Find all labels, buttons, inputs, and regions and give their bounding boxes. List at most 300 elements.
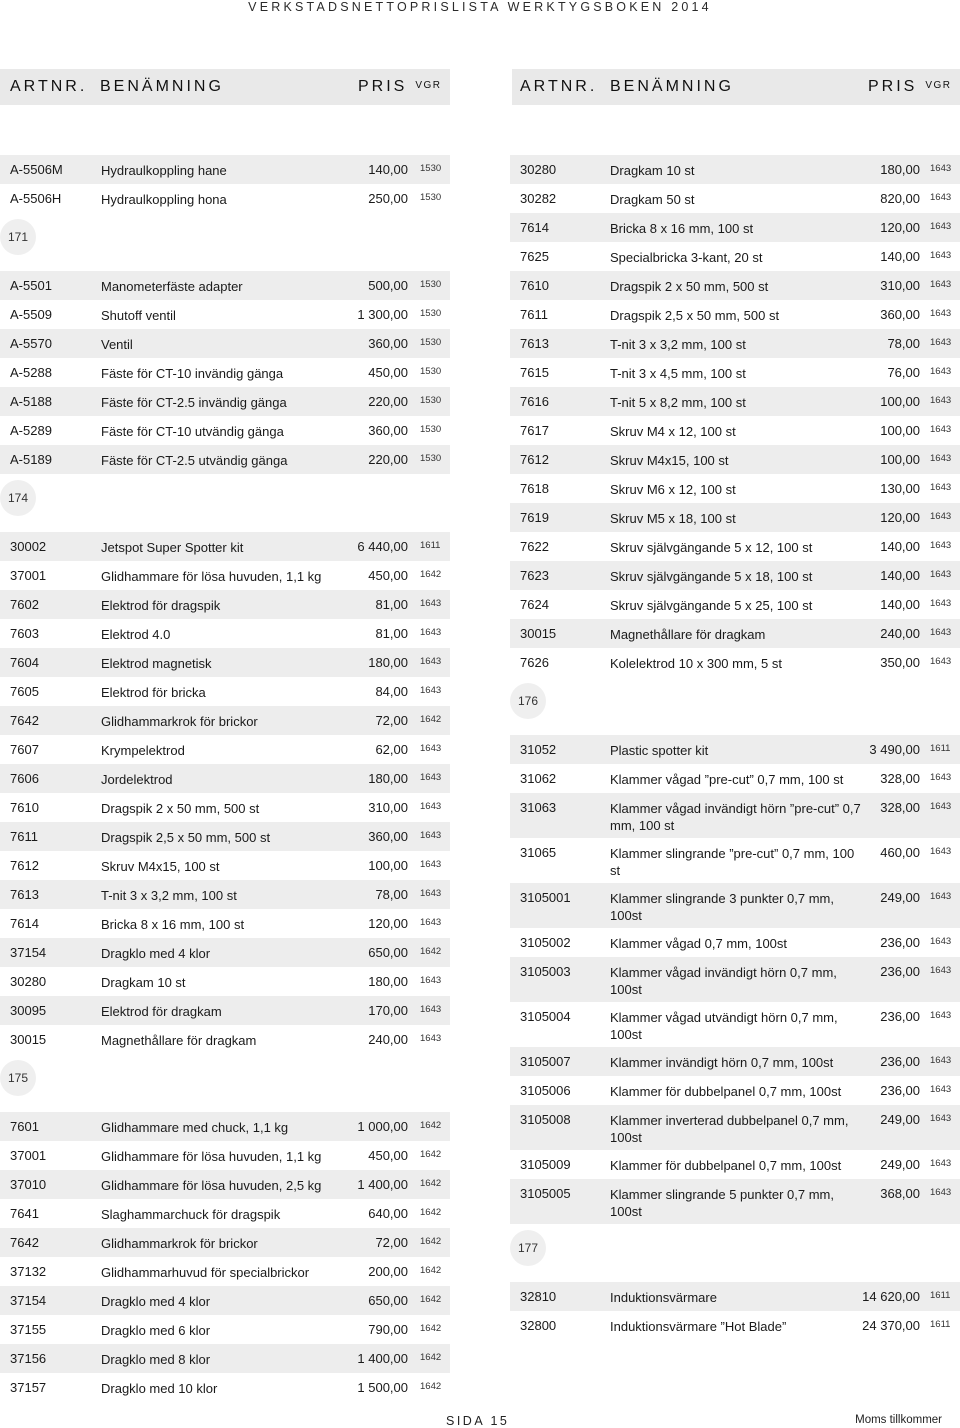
product-name: Induktionsvärmare <box>610 1290 717 1305</box>
product-name: Dragklo med 6 klor <box>101 1323 211 1338</box>
product-price: 180,00 <box>368 974 408 989</box>
product-price: 240,00 <box>368 1032 408 1047</box>
product-group-code: 1643 <box>930 891 952 902</box>
price-row <box>0 416 450 445</box>
price-row <box>510 928 960 957</box>
article-number: 7610 <box>10 800 39 815</box>
product-name: Klammer vågad invändigt hörn 0,7 mm, 100st <box>610 965 837 997</box>
price-row <box>510 1179 960 1224</box>
price-row <box>510 957 960 1002</box>
article-number: 7615 <box>520 365 549 380</box>
price-row <box>510 1076 960 1105</box>
product-price: 1 500,00 <box>357 1380 408 1395</box>
price-row <box>0 793 450 822</box>
article-number: 7626 <box>520 655 549 670</box>
article-number: 7618 <box>520 481 549 496</box>
product-name: Klammer för dubbelpanel 0,7 mm, 100st <box>610 1084 842 1099</box>
article-number: 7613 <box>520 336 549 351</box>
article-number: A-5188 <box>10 394 52 409</box>
article-number: 7614 <box>520 220 549 235</box>
article-number: A-5509 <box>10 307 52 322</box>
price-row <box>510 271 960 300</box>
product-group-code: 1643 <box>930 772 952 783</box>
product-price: 84,00 <box>375 684 408 699</box>
article-number: 30095 <box>10 1003 47 1018</box>
product-group-code: 1643 <box>420 598 442 609</box>
price-list-left-column <box>0 155 450 1402</box>
price-row <box>510 503 960 532</box>
price-row <box>510 838 960 883</box>
article-number: A-5501 <box>10 278 52 293</box>
product-price: 140,00 <box>368 162 408 177</box>
section-page-reference <box>510 677 960 735</box>
article-number: 31065 <box>520 845 557 860</box>
article-number: 3105003 <box>520 964 571 979</box>
section-number-badge: 177 <box>510 1230 546 1266</box>
price-row <box>0 1344 450 1373</box>
product-name: Magnethållare för dragkam <box>610 627 766 642</box>
product-name: Jetspot Super Spotter kit <box>101 540 244 555</box>
article-number: 31062 <box>520 771 557 786</box>
article-number: 7610 <box>520 278 549 293</box>
price-row <box>510 648 960 677</box>
price-row <box>0 851 450 880</box>
price-row <box>0 155 450 184</box>
product-price: 328,00 <box>880 800 920 815</box>
product-name: Elektrod för dragspik <box>101 598 221 613</box>
article-number: 7625 <box>520 249 549 264</box>
price-row <box>510 213 960 242</box>
product-group-code: 1643 <box>930 192 952 203</box>
price-row <box>510 1002 960 1047</box>
product-name: Dragspik 2,5 x 50 mm, 500 st <box>610 308 780 323</box>
product-group-code: 1643 <box>930 801 952 812</box>
price-row <box>510 590 960 619</box>
product-name: Skruv självgängande 5 x 25, 100 st <box>610 598 813 613</box>
product-name: Klammer vågad invändigt hörn ”pre-cut” 0,7 mm, 100 st <box>610 801 861 833</box>
product-price: 450,00 <box>368 1148 408 1163</box>
product-name: Skruv M5 x 18, 100 st <box>610 511 736 526</box>
product-group-code: 1643 <box>930 424 952 435</box>
product-group-code: 1643 <box>420 859 442 870</box>
product-group-code: 1643 <box>930 540 952 551</box>
product-name: Fäste för CT-10 invändig gänga <box>101 366 284 381</box>
product-group-code: 1530 <box>420 424 442 435</box>
article-number: 30280 <box>10 974 47 989</box>
price-row <box>0 706 450 735</box>
product-group-code: 1530 <box>420 453 442 464</box>
product-name: Skruv M6 x 12, 100 st <box>610 482 736 497</box>
product-name: Dragkam 10 st <box>101 975 186 990</box>
product-price: 100,00 <box>880 423 920 438</box>
product-price: 820,00 <box>880 191 920 206</box>
product-name: Skruv M4 x 12, 100 st <box>610 424 736 439</box>
product-group-code: 1611 <box>420 540 441 551</box>
price-row <box>0 1286 450 1315</box>
product-price: 1 400,00 <box>357 1177 408 1192</box>
article-number: 30282 <box>520 191 557 206</box>
page-number: SIDA 15 <box>446 1414 510 1428</box>
price-row <box>0 445 450 474</box>
product-name: Elektrod för dragkam <box>101 1004 222 1019</box>
article-number: 7614 <box>10 916 39 931</box>
product-name: Klammer vågad 0,7 mm, 100st <box>610 936 788 951</box>
product-group-code: 1642 <box>420 1149 442 1160</box>
product-group-code: 1642 <box>420 1265 442 1276</box>
product-group-code: 1642 <box>420 1381 442 1392</box>
price-list-right-column <box>510 155 960 1340</box>
product-group-code: 1643 <box>420 888 442 899</box>
product-name: Klammer slingrande ”pre-cut” 0,7 mm, 100 st <box>610 846 855 878</box>
article-number: 7604 <box>10 655 39 670</box>
product-price: 100,00 <box>368 858 408 873</box>
price-row <box>510 329 960 358</box>
price-row <box>0 996 450 1025</box>
product-name: Klammer för dubbelpanel 0,7 mm, 100st <box>610 1158 842 1173</box>
product-name: Klammer inverterad dubbelpanel 0,7 mm, 100st <box>610 1113 849 1145</box>
header-vgr: VGR <box>415 80 442 91</box>
product-price: 100,00 <box>880 452 920 467</box>
price-row <box>0 1025 450 1054</box>
header-benamning: BENÄMNING <box>100 78 224 95</box>
article-number: 7623 <box>520 568 549 583</box>
article-number: 37157 <box>10 1380 47 1395</box>
product-group-code: 1643 <box>930 598 952 609</box>
product-group-code: 1611 <box>930 743 951 754</box>
document-title: VERKSTADSNETTOPRISLISTA WERKTYGSBOKEN 2014 <box>248 0 712 14</box>
product-group-code: 1643 <box>930 1084 952 1095</box>
product-group-code: 1643 <box>930 395 952 406</box>
product-price: 81,00 <box>375 626 408 641</box>
product-name: Glidhammarkrok för brickor <box>101 714 258 729</box>
article-number: 3105005 <box>520 1186 571 1201</box>
product-group-code: 1530 <box>420 192 442 203</box>
product-name: T-nit 3 x 3,2 mm, 100 st <box>101 888 237 903</box>
product-price: 140,00 <box>880 568 920 583</box>
product-name: Krympelektrod <box>101 743 185 758</box>
product-group-code: 1530 <box>420 279 442 290</box>
product-price: 460,00 <box>880 845 920 860</box>
product-name: Kolelektrod 10 x 300 mm, 5 st <box>610 656 782 671</box>
price-row <box>0 1315 450 1344</box>
product-group-code: 1643 <box>420 975 442 986</box>
product-group-code: 1530 <box>420 395 442 406</box>
product-price: 200,00 <box>368 1264 408 1279</box>
product-group-code: 1642 <box>420 1207 442 1218</box>
product-group-code: 1643 <box>930 936 952 947</box>
price-row <box>0 329 450 358</box>
product-name: Bricka 8 x 16 mm, 100 st <box>101 917 245 932</box>
price-row <box>0 184 450 213</box>
article-number: 37132 <box>10 1264 47 1279</box>
price-row <box>0 677 450 706</box>
article-number: 31063 <box>520 800 557 815</box>
product-price: 76,00 <box>887 365 920 380</box>
price-row <box>0 1257 450 1286</box>
article-number: A-5570 <box>10 336 52 351</box>
product-name: Magnethållare för dragkam <box>101 1033 257 1048</box>
product-price: 328,00 <box>880 771 920 786</box>
price-row <box>0 880 450 909</box>
product-price: 72,00 <box>375 1235 408 1250</box>
article-number: 7641 <box>10 1206 39 1221</box>
product-price: 650,00 <box>368 1293 408 1308</box>
article-number: 7622 <box>520 539 549 554</box>
price-row <box>510 764 960 793</box>
product-price: 240,00 <box>880 626 920 641</box>
product-group-code: 1642 <box>420 1120 442 1131</box>
article-number: A-5288 <box>10 365 52 380</box>
product-name: Klammer vågad ”pre-cut” 0,7 mm, 100 st <box>610 772 844 787</box>
section-page-reference <box>0 213 450 271</box>
product-name: Klammer vågad utvändigt hörn 0,7 mm, 100st <box>610 1010 838 1042</box>
price-row <box>510 416 960 445</box>
product-name: Slaghammarchuck för dragspik <box>101 1207 281 1222</box>
product-price: 14 620,00 <box>862 1289 920 1304</box>
article-number: 7601 <box>10 1119 39 1134</box>
product-name: Klammer slingrande 5 punkter 0,7 mm, 100st <box>610 1187 834 1219</box>
product-name: Manometerfäste adapter <box>101 279 243 294</box>
article-number: 37154 <box>10 1293 47 1308</box>
product-group-code: 1611 <box>930 1319 951 1330</box>
article-number: 3105002 <box>520 935 571 950</box>
product-name: Klammer invändigt hörn 0,7 mm, 100st <box>610 1055 834 1070</box>
price-row <box>510 387 960 416</box>
product-group-code: 1643 <box>930 221 952 232</box>
product-group-code: 1642 <box>420 1236 442 1247</box>
article-number: A-5506H <box>10 191 62 206</box>
product-group-code: 1643 <box>930 250 952 261</box>
product-price: 650,00 <box>368 945 408 960</box>
product-name: Dragkam 50 st <box>610 192 695 207</box>
price-row <box>510 445 960 474</box>
product-group-code: 1643 <box>930 163 952 174</box>
article-number: 7606 <box>10 771 39 786</box>
price-row <box>0 1141 450 1170</box>
article-number: 37010 <box>10 1177 47 1192</box>
product-group-code: 1643 <box>420 656 442 667</box>
product-price: 120,00 <box>368 916 408 931</box>
product-name: Dragklo med 4 klor <box>101 946 211 961</box>
product-price: 1 300,00 <box>357 307 408 322</box>
price-row <box>510 1311 960 1340</box>
product-price: 78,00 <box>887 336 920 351</box>
product-price: 170,00 <box>368 1003 408 1018</box>
product-price: 140,00 <box>880 539 920 554</box>
product-name: Skruv självgängande 5 x 18, 100 st <box>610 569 813 584</box>
product-group-code: 1643 <box>930 1113 952 1124</box>
product-group-code: 1643 <box>420 685 442 696</box>
product-name: Hydraulkoppling hona <box>101 192 227 207</box>
price-row <box>0 561 450 590</box>
price-row <box>0 358 450 387</box>
product-name: Fäste för CT-2.5 invändig gänga <box>101 395 287 410</box>
product-group-code: 1530 <box>420 308 442 319</box>
price-row <box>510 300 960 329</box>
product-name: Dragklo med 10 klor <box>101 1381 218 1396</box>
product-price: 6 440,00 <box>357 539 408 554</box>
product-group-code: 1643 <box>930 308 952 319</box>
product-price: 249,00 <box>880 1157 920 1172</box>
price-row <box>510 242 960 271</box>
product-price: 62,00 <box>375 742 408 757</box>
product-price: 640,00 <box>368 1206 408 1221</box>
product-name: Dragspik 2 x 50 mm, 500 st <box>610 279 769 294</box>
price-row <box>0 1170 450 1199</box>
product-group-code: 1643 <box>930 482 952 493</box>
product-name: T-nit 3 x 4,5 mm, 100 st <box>610 366 746 381</box>
product-price: 310,00 <box>368 800 408 815</box>
price-row <box>0 1112 450 1141</box>
price-row <box>0 735 450 764</box>
product-name: Glidhammare med chuck, 1,1 kg <box>101 1120 289 1135</box>
article-number: A-5289 <box>10 423 52 438</box>
product-price: 1 000,00 <box>357 1119 408 1134</box>
article-number: 3105004 <box>520 1009 571 1024</box>
product-price: 120,00 <box>880 220 920 235</box>
product-price: 180,00 <box>368 655 408 670</box>
article-number: 7619 <box>520 510 549 525</box>
product-group-code: 1643 <box>420 830 442 841</box>
product-price: 140,00 <box>880 249 920 264</box>
article-number: 30280 <box>520 162 557 177</box>
product-group-code: 1642 <box>420 946 442 957</box>
product-group-code: 1643 <box>930 1055 952 1066</box>
product-name: Ventil <box>101 337 133 352</box>
product-name: Elektrod 4.0 <box>101 627 171 642</box>
article-number: 32810 <box>520 1289 557 1304</box>
product-name: Skruv M4x15, 100 st <box>101 859 220 874</box>
product-group-code: 1530 <box>420 337 442 348</box>
article-number: 37001 <box>10 1148 47 1163</box>
article-number: 37154 <box>10 945 47 960</box>
product-price: 450,00 <box>368 568 408 583</box>
product-price: 368,00 <box>880 1186 920 1201</box>
product-price: 249,00 <box>880 890 920 905</box>
price-row <box>510 1047 960 1076</box>
price-row <box>0 822 450 851</box>
product-price: 72,00 <box>375 713 408 728</box>
price-row <box>0 764 450 793</box>
product-price: 220,00 <box>368 452 408 467</box>
column-header-left <box>0 69 450 105</box>
price-row <box>510 793 960 838</box>
product-name: Glidhammare för lösa huvuden, 2,5 kg <box>101 1178 322 1193</box>
product-group-code: 1530 <box>420 163 442 174</box>
product-group-code: 1643 <box>930 1010 952 1021</box>
header-benamning: BENÄMNING <box>610 78 734 95</box>
product-name: Glidhammarkrok för brickor <box>101 1236 258 1251</box>
product-price: 130,00 <box>880 481 920 496</box>
product-name: Fäste för CT-2.5 utvändig gänga <box>101 453 288 468</box>
product-price: 180,00 <box>880 162 920 177</box>
product-group-code: 1643 <box>420 917 442 928</box>
product-name: Skruv självgängande 5 x 12, 100 st <box>610 540 813 555</box>
article-number: 32800 <box>520 1318 557 1333</box>
article-number: 7611 <box>10 829 38 844</box>
product-name: Jordelektrod <box>101 772 173 787</box>
price-row <box>510 561 960 590</box>
product-price: 790,00 <box>368 1322 408 1337</box>
product-group-code: 1643 <box>930 846 952 857</box>
product-price: 360,00 <box>368 336 408 351</box>
article-number: 3105006 <box>520 1083 571 1098</box>
product-price: 360,00 <box>368 423 408 438</box>
article-number: 7602 <box>10 597 39 612</box>
price-row <box>0 271 450 300</box>
product-price: 250,00 <box>368 191 408 206</box>
article-number: 37155 <box>10 1322 47 1337</box>
product-group-code: 1643 <box>930 366 952 377</box>
product-group-code: 1642 <box>420 1323 442 1334</box>
article-number: 30015 <box>10 1032 47 1047</box>
product-name: Plastic spotter kit <box>610 743 709 758</box>
price-row <box>0 590 450 619</box>
product-price: 24 370,00 <box>862 1318 920 1333</box>
article-number: 7612 <box>10 858 39 873</box>
price-row <box>0 909 450 938</box>
section-number-badge: 176 <box>510 683 546 719</box>
section-page-reference <box>510 1224 960 1282</box>
product-price: 78,00 <box>375 887 408 902</box>
article-number: 7603 <box>10 626 39 641</box>
article-number: 7642 <box>10 713 39 728</box>
article-number: 7607 <box>10 742 39 757</box>
product-price: 236,00 <box>880 935 920 950</box>
product-group-code: 1642 <box>420 714 442 725</box>
price-row <box>510 1105 960 1150</box>
product-price: 236,00 <box>880 1009 920 1024</box>
product-price: 360,00 <box>368 829 408 844</box>
product-group-code: 1643 <box>930 965 952 976</box>
product-name: Shutoff ventil <box>101 308 176 323</box>
product-group-code: 1643 <box>420 1033 442 1044</box>
product-price: 236,00 <box>880 1054 920 1069</box>
product-name: Glidhammarhuvud för specialbrickor <box>101 1265 310 1280</box>
price-row <box>510 358 960 387</box>
product-group-code: 1643 <box>930 337 952 348</box>
product-group-code: 1530 <box>420 366 442 377</box>
product-name: Fäste för CT-10 utvändig gänga <box>101 424 284 439</box>
price-row <box>510 1150 960 1179</box>
product-group-code: 1643 <box>420 627 442 638</box>
article-number: 31052 <box>520 742 557 757</box>
article-number: 7616 <box>520 394 549 409</box>
article-number: 7611 <box>520 307 548 322</box>
header-artnr: ARTNR. <box>10 78 88 95</box>
product-group-code: 1643 <box>930 511 952 522</box>
price-row <box>510 1282 960 1311</box>
product-name: Skruv M4x15, 100 st <box>610 453 729 468</box>
product-group-code: 1643 <box>420 743 442 754</box>
article-number: 37001 <box>10 568 47 583</box>
product-name: Specialbricka 3-kant, 20 st <box>610 250 763 265</box>
product-name: Dragklo med 8 klor <box>101 1352 211 1367</box>
product-group-code: 1643 <box>420 801 442 812</box>
article-number: 37156 <box>10 1351 47 1366</box>
product-group-code: 1642 <box>420 1294 442 1305</box>
price-row <box>0 967 450 996</box>
product-name: Induktionsvärmare ”Hot Blade” <box>610 1319 787 1334</box>
price-row <box>0 648 450 677</box>
product-name: Elektrod magnetisk <box>101 656 212 671</box>
price-row <box>510 155 960 184</box>
product-name: Bricka 8 x 16 mm, 100 st <box>610 221 754 236</box>
product-price: 350,00 <box>880 655 920 670</box>
product-name: T-nit 3 x 3,2 mm, 100 st <box>610 337 746 352</box>
product-name: Glidhammare för lösa huvuden, 1,1 kg <box>101 569 322 584</box>
section-number-badge: 175 <box>0 1060 36 1096</box>
